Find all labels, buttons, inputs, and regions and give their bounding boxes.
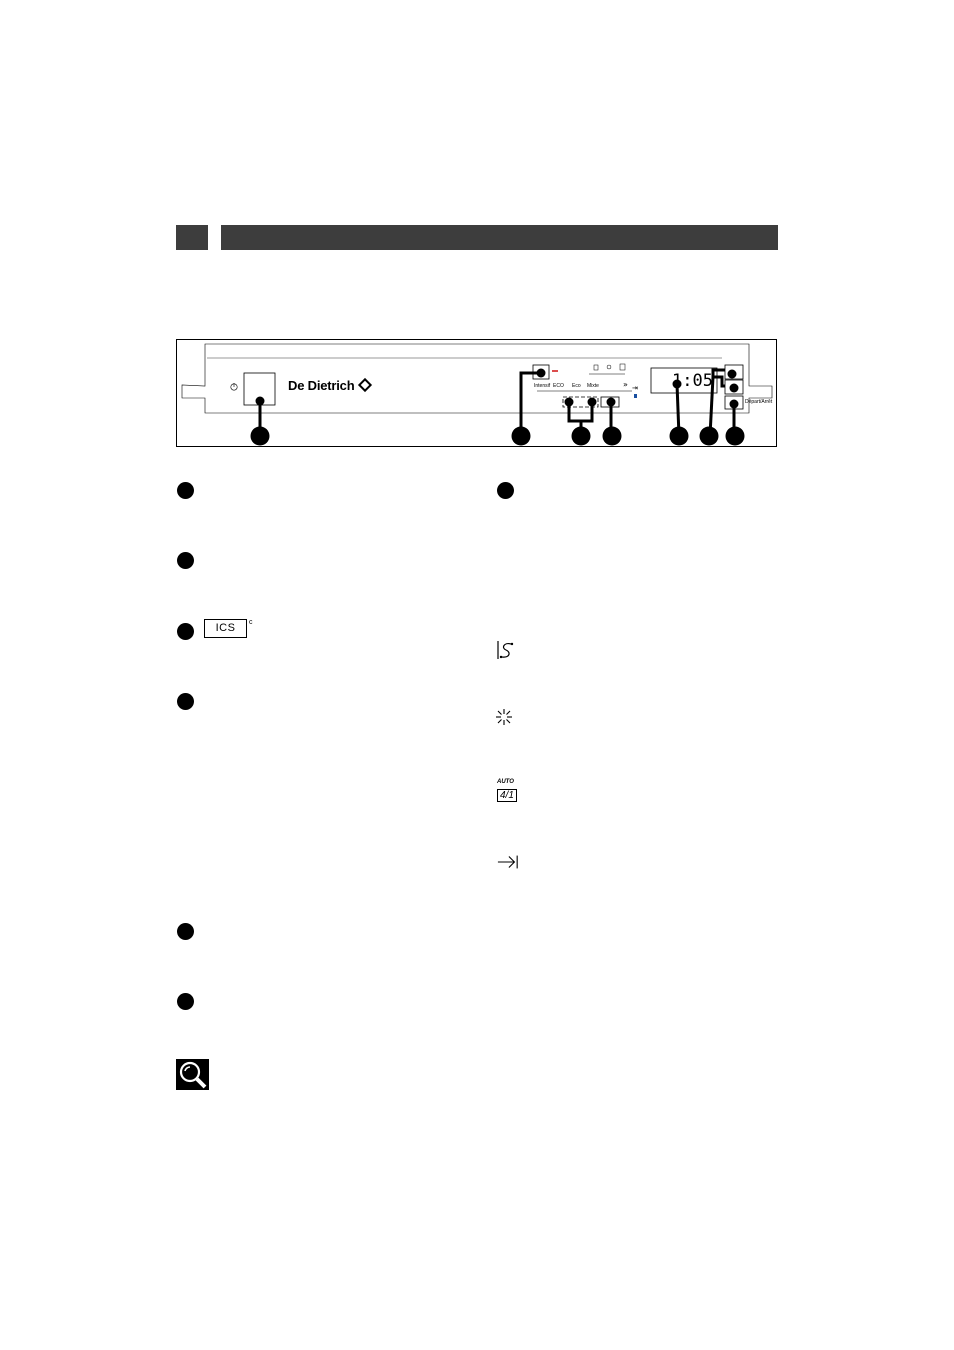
auto-value: 4/1 bbox=[497, 789, 517, 802]
auto-4in1-icon bbox=[497, 779, 517, 803]
option-symbols bbox=[594, 364, 625, 370]
item-bullet-6 bbox=[177, 993, 194, 1010]
item-bullet-7 bbox=[497, 482, 514, 499]
item-bullet-3 bbox=[177, 623, 194, 640]
salt-sparkle-icon bbox=[495, 708, 517, 730]
leader-delay-2 bbox=[713, 377, 725, 386]
item-bullet-5 bbox=[177, 923, 194, 940]
ics-symbol: ICS bbox=[204, 619, 247, 638]
callout-circles bbox=[251, 427, 745, 446]
section-number-bar bbox=[176, 225, 208, 250]
display-readout: 1:05 bbox=[672, 371, 713, 391]
half-load-arrow: ⇥ bbox=[632, 384, 638, 392]
delay-arrow-icon bbox=[497, 851, 519, 873]
control-panel-drawing bbox=[177, 340, 778, 448]
program-label-2: ECO bbox=[553, 383, 564, 389]
svg-text:»: » bbox=[623, 380, 628, 389]
brand-name: De Dietrich bbox=[288, 378, 355, 393]
rinse-aid-icon bbox=[496, 639, 518, 661]
start-label: Départ/Arrêt bbox=[745, 399, 773, 405]
control-panel-diagram bbox=[176, 339, 777, 447]
item-bullet-2 bbox=[177, 552, 194, 569]
brand-diamond-icon bbox=[358, 378, 372, 392]
program-label-1: Intensif bbox=[534, 383, 551, 389]
ics-superscript: c bbox=[249, 619, 253, 626]
half-load-led bbox=[634, 394, 637, 398]
item-bullet-1 bbox=[177, 482, 194, 499]
section-title-bar bbox=[221, 225, 778, 250]
auto-label: AUTO bbox=[497, 779, 514, 785]
program-label-3: Eco bbox=[572, 383, 581, 389]
magnifier-icon bbox=[176, 1059, 209, 1090]
program-label-4: Mixte bbox=[587, 383, 599, 389]
item-bullet-4 bbox=[177, 693, 194, 710]
